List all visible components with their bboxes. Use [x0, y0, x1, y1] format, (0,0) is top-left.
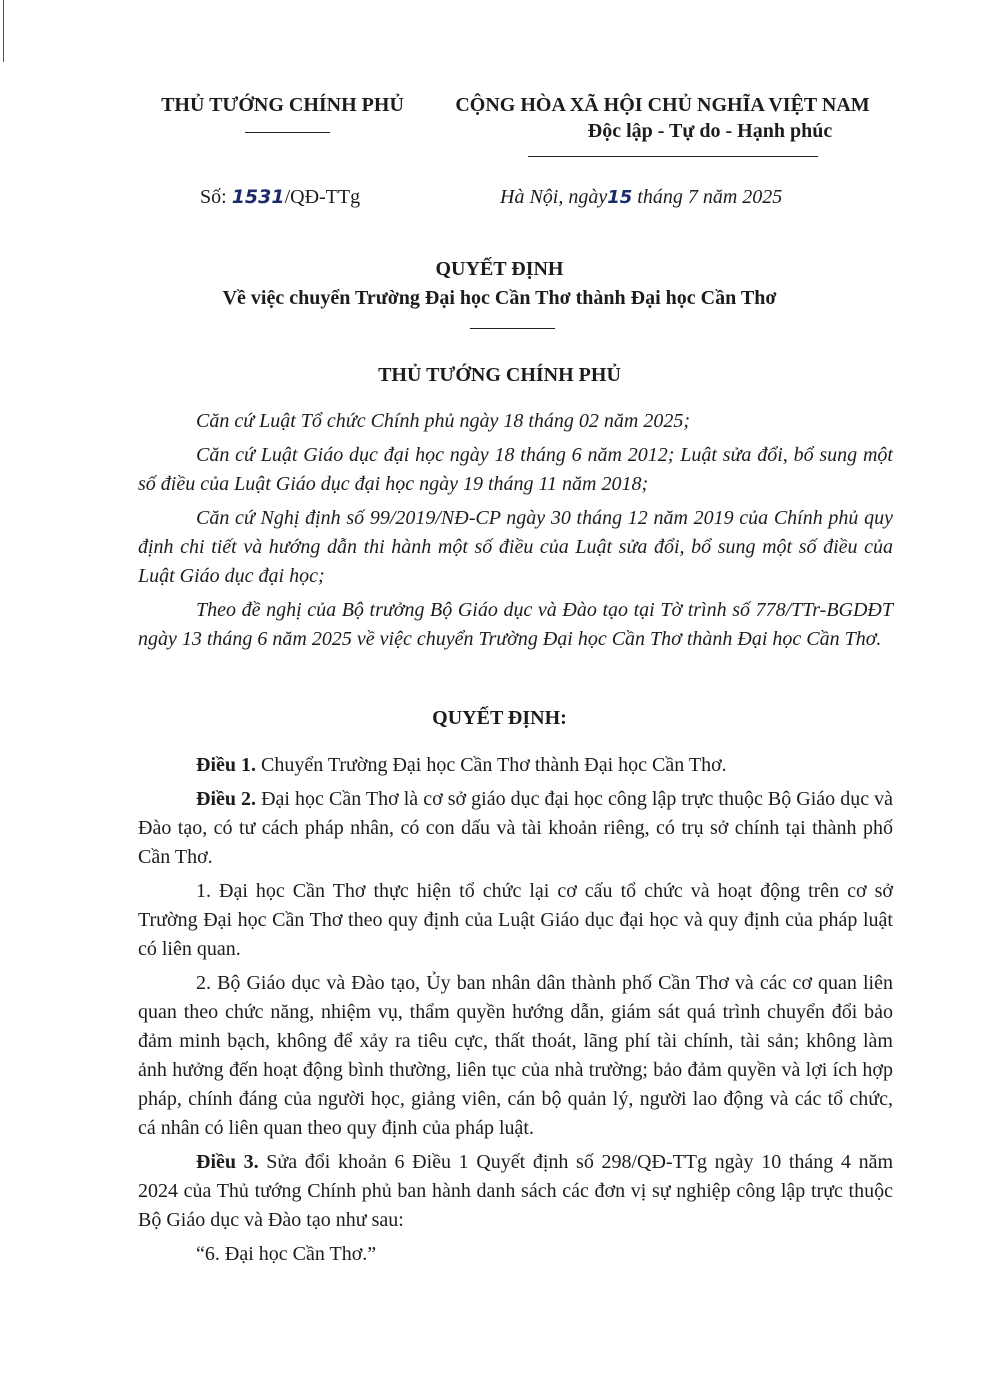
handwritten-number: 1531 — [231, 186, 285, 208]
date-suffix: tháng 7 năm 2025 — [637, 186, 783, 208]
issuer-name: THỦ TƯỚNG CHÍNH PHỦ — [161, 94, 404, 116]
scan-edge-line — [3, 0, 4, 62]
article-1-text: Chuyển Trường Đại học Cần Thơ thành Đại học Cần Thơ. — [256, 754, 727, 776]
number-suffix: /QĐ-TTg — [284, 186, 361, 208]
preamble-item: Căn cứ Luật Tổ chức Chính phủ ngày 18 tháng 02 năm 2025; — [196, 410, 691, 432]
national-motto: Độc lập - Tự do - Hạnh phúc — [587, 120, 833, 142]
preamble-item: Căn cứ Luật Giáo dục đại học ngày 18 tháng 6 năm 2012; Luật sửa đổi, bổ sung một số điều của Luật Giáo dục đại học ngày 19 tháng 11 năm 2018; — [138, 444, 893, 495]
number-prefix: Số: — [200, 186, 227, 208]
article-2-clause-1: 1. Đại học Cần Thơ thực hiện tổ chức lại cơ cấu tổ chức và hoạt động trên cơ sở Trường Đại học Cần Thơ theo quy định của Luật Giáo dục đại học và quy định của pháp luật có liên quan. — [138, 880, 893, 960]
motto-underline — [528, 156, 818, 157]
article-2-text: Đại học Cần Thơ là cơ sở giáo dục đại học công lập trực thuộc Bộ Giáo dục và Đào tạo, có tư cách pháp nhân, có con dấu và tài khoản riêng, có trụ sở chính tại thành phố Cần Thơ. — [138, 788, 894, 868]
issuer-header — [140, 92, 425, 118]
authority-heading: THỦ TƯỚNG CHÍNH PHỦ — [378, 364, 621, 386]
preamble — [138, 407, 893, 659]
decision-heading: QUYẾT ĐỊNH: — [432, 707, 567, 729]
place-date-prefix: Hà Nội, ngày — [500, 186, 608, 208]
article-1 — [138, 751, 893, 780]
national-header — [425, 92, 900, 144]
document-number — [200, 186, 360, 209]
subject-underline — [470, 328, 555, 329]
articles — [138, 751, 893, 1274]
nation-name: CỘNG HÒA XÃ HỘI CHỦ NGHĨA VIỆT NAM — [455, 94, 870, 116]
preamble-item: Căn cứ Nghị định số 99/2019/NĐ-CP ngày 30 tháng 12 năm 2019 của Chính phủ quy định chi tiết và hướng dẫn thi hành một số điều của Luật sửa đổi, bổ sung một số điều của Luật Giáo dục đại học; — [138, 507, 893, 587]
article-2-clause-2: 2. Bộ Giáo dục và Đào tạo, Ủy ban nhân dân thành phố Cần Thơ và các cơ quan liên quan theo chức năng, nhiệm vụ, thẩm quyền hướng dẫn, giám sát quá trình chuyển đổi bảo đảm minh bạch, không để xảy ra tiêu cực, thất thoát, lãng phí tài chính, tài sản; không làm ảnh hưởng đến hoạt động bình thường, liên tục của nhà trường; bảo đảm quyền và lợi ích hợp pháp, chính đáng của người học, giảng viên, cán bộ quản lý, người lao động và các tổ chức, cá nhân có liên quan theo quy định của pháp luật. — [138, 972, 893, 1139]
decision-title: QUYẾT ĐỊNH — [435, 258, 564, 280]
decision-subject: Về việc chuyển Trường Đại học Cần Thơ thành Đại học Cần Thơ — [222, 287, 777, 309]
article-3 — [138, 1148, 893, 1235]
article-3-quote: “6. Đại học Cần Thơ.” — [196, 1243, 377, 1265]
article-3-label: Điều 3. — [196, 1151, 259, 1173]
handwritten-day: 15 — [607, 187, 633, 208]
preamble-item: Theo đề nghị của Bộ trưởng Bộ Giáo dục và Đào tạo tại Tờ trình số 778/TTr-BGDĐT ngày 13 tháng 6 năm 2025 về việc chuyển Trường Đại học Cần Thơ thành Đại học Cần Thơ. — [138, 599, 893, 650]
article-2-label: Điều 2. — [196, 788, 257, 810]
place-date — [500, 186, 782, 209]
article-2 — [138, 785, 893, 872]
issuer-underline — [245, 132, 330, 133]
article-1-label: Điều 1. — [196, 754, 256, 776]
article-3-text: Sửa đổi khoản 6 Điều 1 Quyết định số 298/QĐ-TTg ngày 10 tháng 4 năm 2024 của Thủ tướng Chính phủ ban hành danh sách các đơn vị sự nghiệp công lập trực thuộc Bộ Giáo dục và Đào tạo như sau: — [138, 1151, 894, 1231]
